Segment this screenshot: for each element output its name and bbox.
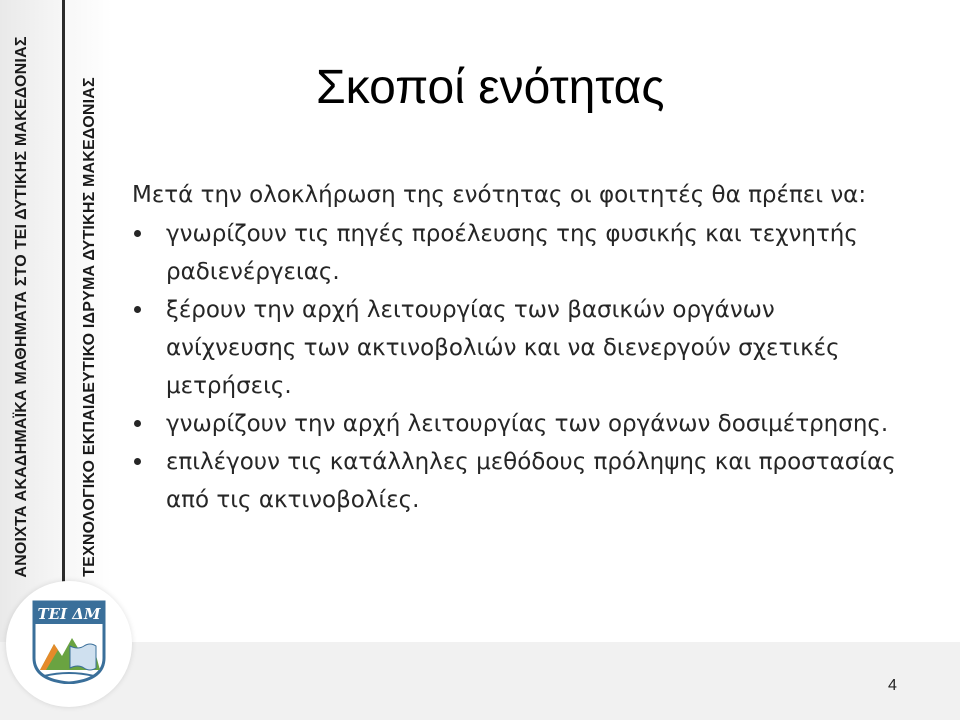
logo-text: ΤΕΙ ΔΜ: [37, 605, 101, 623]
list-item: [132, 443, 912, 519]
list-item-text: γνωρίζουν την αρχή λειτουργίας των οργάνων δοσιμέτρησης.: [166, 411, 889, 437]
page-number: 4: [888, 677, 897, 694]
list-item-text: επιλέγουν τις κατάλληλες μεθόδους πρόληψης και προστασίας από τις ακτινοβολίες.: [166, 449, 896, 513]
bullet-icon: [134, 458, 141, 465]
objectives-list: [132, 215, 912, 519]
list-item: [132, 405, 912, 443]
list-item-text: ξέρουν την αρχή λειτουργίας των βασικών οργάνων ανίχνευσης των ακτινοβολιών και να διενεργούν σχετικές μετρήσεις.: [166, 297, 840, 399]
list-item: [132, 291, 912, 405]
footer-band: [0, 642, 960, 720]
slide-content: [132, 176, 912, 519]
tei-logo-icon: [32, 600, 106, 684]
intro-text: Μετά την ολοκλήρωση της ενότητας οι φοιτητές θα πρέπει να:: [132, 182, 867, 208]
bullet-icon: [134, 420, 141, 427]
page-title: Σκοποί ενότητας: [316, 61, 665, 114]
list-item: [132, 215, 912, 291]
sidebar-inner-text: ΤΕΧΝΟΛΟΓΙΚΟ ΕΚΠΑΙΔΕΥΤΙΚΟ ΙΔΡΥΜΑ ΔΥΤΙΚΗΣ ΜΑΚΕΔΟΝΙΑΣ: [81, 77, 98, 577]
bullet-icon: [134, 230, 141, 237]
sidebar-divider-line: [62, 0, 65, 600]
sidebar-outer-text: ΑΝΟΙΧΤΑ ΑΚΑΔΗΜΑΪΚΑ ΜΑΘΗΜΑΤΑ ΣΤΟ ΤΕΙ ΔΥΤΙΚΗΣ ΜΑΚΕΔΟΝΙΑΣ: [13, 36, 30, 578]
bullet-icon: [134, 306, 141, 313]
list-item-text: γνωρίζουν τις πηγές προέλευσης της φυσικής και τεχνητής ραδιενέργειας.: [166, 221, 858, 285]
